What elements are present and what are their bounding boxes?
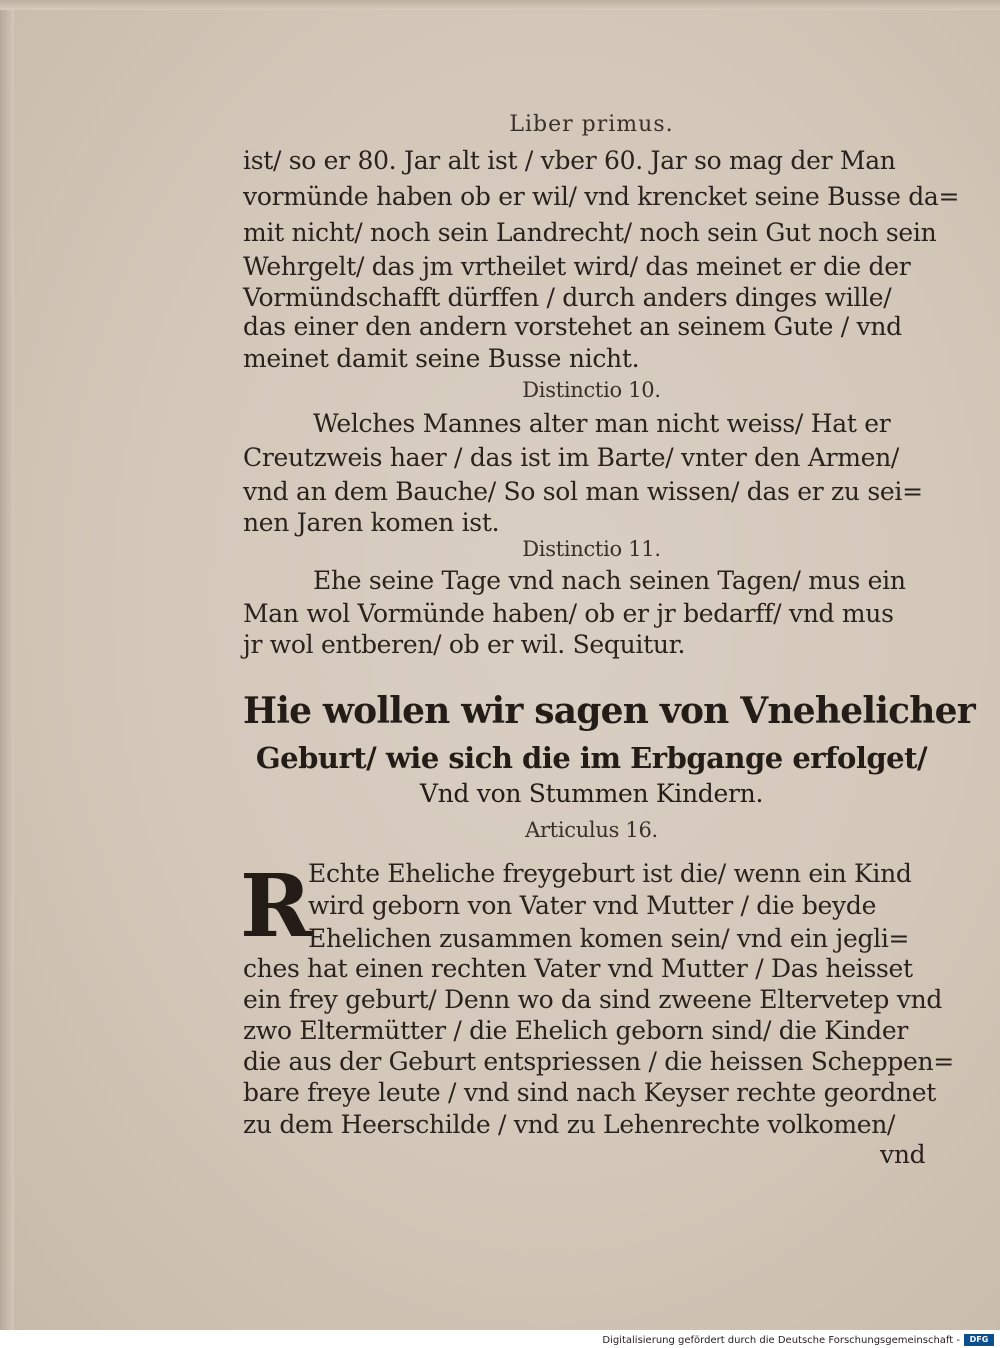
text-line: das einer den andern vorstehet an seinem Gute / vnd xyxy=(243,312,902,341)
text-line: Welches Mannes alter man nicht weiss/ Hat er xyxy=(313,409,891,438)
text-line: Echte Eheliche freygeburt ist die/ wenn ein Kind xyxy=(308,859,912,888)
catchword: vnd xyxy=(880,1140,926,1169)
decorated-initial: R xyxy=(240,856,312,957)
text-line: Wehrgelt/ das jm vrtheilet wird/ das meinet er die der xyxy=(243,252,911,281)
digitization-footer xyxy=(0,1333,1000,1348)
section-heading-line-2: Geburt/ wie sich die im Erbgange erfolget/ xyxy=(255,741,928,775)
text-line: nen Jaren komen ist. xyxy=(243,508,500,537)
text-line: Ehe seine Tage vnd nach seinen Tagen/ mus ein xyxy=(313,566,906,595)
text-line: zwo Eltermütter / die Ehelich geborn sind/ die Kinder xyxy=(243,1016,909,1045)
text-line: meinet damit seine Busse nicht. xyxy=(243,344,640,373)
text-line: zu dem Heerschilde / vnd zu Lehenrechte volkomen/ xyxy=(243,1110,896,1139)
section-heading-line-1: Hie wollen wir sagen von Vnehelicher xyxy=(243,690,975,732)
dfg-logo: DFG xyxy=(964,1334,994,1346)
text-line: Creutzweis haer / das ist im Barte/ vnter den Armen/ xyxy=(243,443,900,472)
text-line: die aus der Geburt entspriessen / die heissen Scheppen= xyxy=(243,1047,954,1076)
section-heading-line-3: Vnd von Stummen Kindern. xyxy=(419,779,764,808)
text-line: mit nicht/ noch sein Landrecht/ noch sein Gut noch sein xyxy=(243,218,937,247)
text-line: ches hat einen rechten Vater vnd Mutter / Das heisset xyxy=(243,954,913,983)
text-line: jr wol entberen/ ob er wil. Sequitur. xyxy=(243,630,686,659)
text-line: Vormündschafft dürffen / durch anders dinges wille/ xyxy=(243,283,892,312)
text-line: Ehelichen zusammen komen sein/ vnd ein jegli= xyxy=(308,924,910,953)
distinctio-11-title: Distinctio 11. xyxy=(522,537,661,561)
text-line: Man wol Vormünde haben/ ob er jr bedarff/ vnd mus xyxy=(243,599,894,628)
footer-credit: Digitalisierung gefördert durch die Deutsche Forschungsgemeinschaft - xyxy=(602,1335,960,1346)
text-line: vormünde haben ob er wil/ vnd krencket seine Busse da= xyxy=(243,182,960,211)
text-line: ein frey geburt/ Denn wo da sind zweene Eltervetер vnd xyxy=(243,985,943,1014)
page-shadow-top xyxy=(0,0,1000,10)
page-shadow-left xyxy=(0,0,14,1330)
text-line: ist/ so er 80. Jar alt ist / vber 60. Jar so mag der Man xyxy=(243,146,896,175)
text-line: bare freye leute / vnd sind nach Keyser rechte geordnet xyxy=(243,1078,936,1107)
running-head: Liber primus. xyxy=(509,112,674,137)
text-line: vnd an dem Bauche/ So sol man wissen/ das er zu sei= xyxy=(243,477,923,506)
text-line: wird geborn von Vater vnd Mutter / die beyde xyxy=(308,891,877,920)
articulus-title: Articulus 16. xyxy=(525,818,658,842)
distinctio-10-title: Distinctio 10. xyxy=(522,378,661,402)
